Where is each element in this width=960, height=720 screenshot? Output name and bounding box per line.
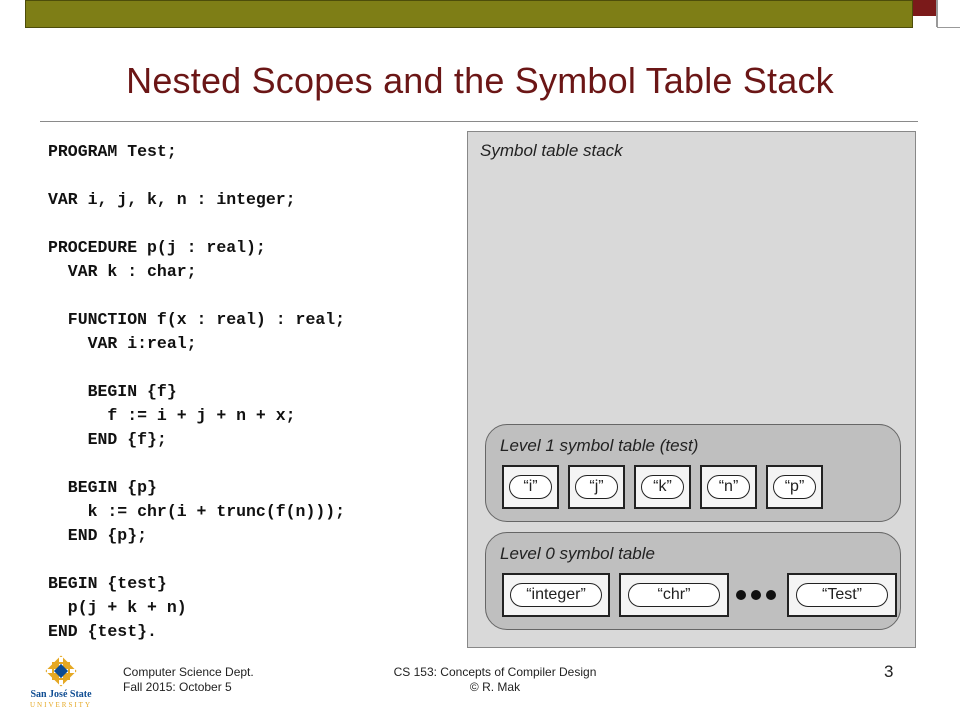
symbol-entry [700, 465, 757, 509]
level1-entries [502, 465, 823, 509]
page-number: 3 [884, 662, 894, 681]
code-line: p(j + k + n) [48, 598, 187, 617]
top-accent-outline [913, 0, 937, 27]
code-line [48, 548, 345, 572]
ellipsis-dots [736, 590, 781, 600]
code-line: BEGIN {p} [48, 478, 157, 497]
ellipsis-dot [751, 590, 761, 600]
code-line: PROGRAM Test; [48, 142, 177, 161]
level0-symbol-table [485, 532, 901, 630]
footer-dept-line2: Fall 2015: October 5 [123, 680, 232, 694]
symbol-entry [766, 465, 823, 509]
code-listing [48, 140, 345, 644]
footer-course [383, 665, 607, 695]
symbol-name: “p” [773, 475, 816, 499]
symbol-name: “j” [575, 475, 618, 499]
top-decorative-bar [25, 0, 913, 28]
symbol-table-stack-panel [467, 131, 916, 648]
code-line [48, 284, 345, 308]
footer-course-line1: CS 153: Concepts of Compiler Design [393, 665, 597, 679]
symbol-name: “n” [707, 475, 750, 499]
sjsu-logo [15, 651, 107, 709]
footer-course-line2: © R. Mak [469, 680, 521, 694]
title-divider [40, 121, 918, 122]
level0-entries [502, 573, 897, 617]
symbol-name: “chr” [628, 583, 720, 607]
footer-department [123, 665, 254, 695]
footer-dept-line1: Computer Science Dept. [123, 665, 254, 679]
code-line [48, 164, 345, 188]
code-line: f := i + j + n + x; [48, 406, 296, 425]
symbol-entry [634, 465, 691, 509]
code-line: END {f}; [48, 430, 167, 449]
code-line: VAR k : char; [48, 262, 197, 281]
symbol-name: “integer” [510, 583, 602, 607]
code-line: VAR i, j, k, n : integer; [48, 190, 296, 209]
logo-text-line2: UNIVERSITY [30, 701, 92, 709]
slide-title: Nested Scopes and the Symbol Table Stack [126, 60, 834, 101]
symbol-entry [619, 573, 729, 617]
symbol-entry [787, 573, 897, 617]
code-line: FUNCTION f(x : real) : real; [48, 310, 346, 329]
code-line: END {test}. [48, 622, 157, 641]
code-line [48, 212, 345, 236]
symbol-name: “k” [641, 475, 684, 499]
code-line: k := chr(i + trunc(f(n))); [48, 502, 346, 521]
top-corner-square [937, 0, 960, 28]
symbol-entry [568, 465, 625, 509]
panel-label: Symbol table stack [480, 141, 623, 160]
ellipsis-dot [766, 590, 776, 600]
symbol-name: “Test” [796, 583, 888, 607]
symbol-entry [502, 465, 559, 509]
code-line: PROCEDURE p(j : real); [48, 238, 266, 257]
symbol-name: “i” [509, 475, 552, 499]
level1-label: Level 1 symbol table (test) [500, 436, 699, 455]
logo-emblem-icon [45, 655, 76, 686]
code-line: END {p}; [48, 526, 148, 545]
symbol-entry [502, 573, 610, 617]
code-line [48, 452, 345, 476]
level0-label: Level 0 symbol table [500, 544, 655, 563]
level1-symbol-table [485, 424, 901, 522]
code-line [48, 356, 345, 380]
ellipsis-dot [736, 590, 746, 600]
logo-text-line1: San José State [30, 689, 92, 700]
code-line: VAR i:real; [48, 334, 197, 353]
code-line: BEGIN {test} [48, 574, 167, 593]
code-line: BEGIN {f} [48, 382, 177, 401]
